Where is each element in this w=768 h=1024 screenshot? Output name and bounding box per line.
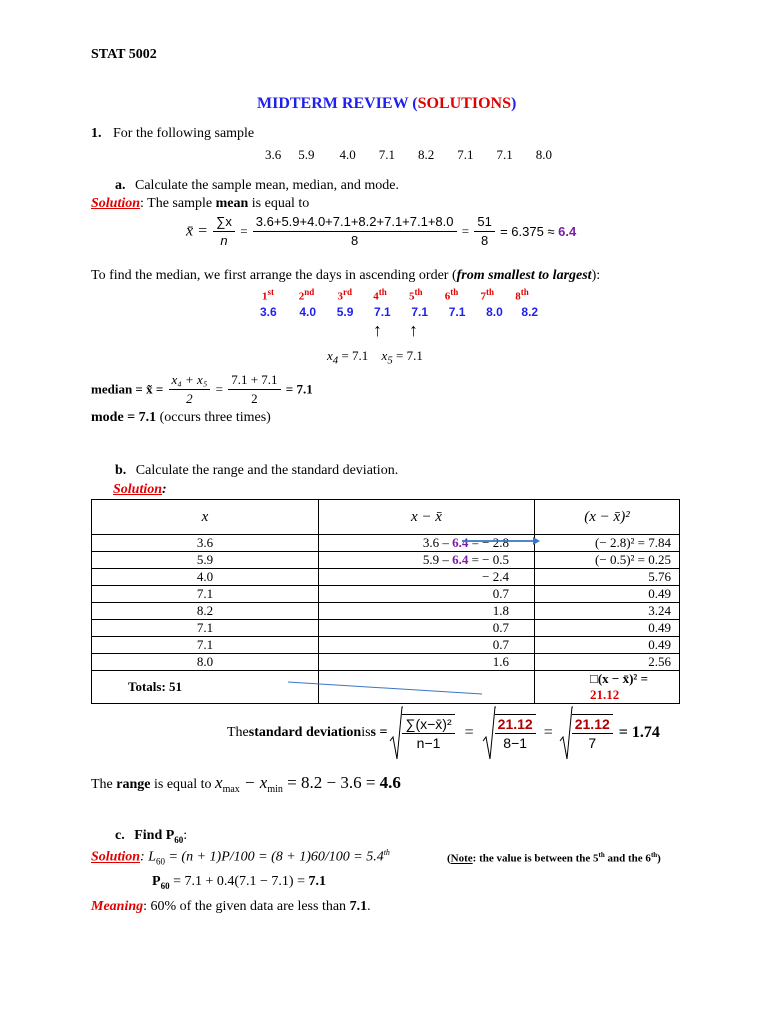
sd-text-c: is [361,725,371,740]
cell-squared: 3.24 [535,603,680,620]
sorted-value: 4.0 [299,305,317,319]
part-a-label: a. [115,178,126,193]
P60-line [152,874,326,891]
ordinal: 3rd [337,287,352,303]
mean-frac-den: 8 [480,233,489,248]
L-rest: = (n + 1)P/100 = (8 + 1)60/100 = 5.4 [164,849,384,865]
sample-value: 7.1 [378,147,395,162]
cell-deviation: 5.9 – 6.4 = − 0.5 [319,552,535,569]
mean-result: = 6.375 ≈ [500,224,559,239]
cell-squared: 0.49 [535,637,680,654]
part-c-text: Find $P_{60}$ [134,828,184,845]
cell-x: 8.0 [92,654,319,671]
solution-colon: : [162,482,167,497]
cell-x: 3.6 [92,535,319,552]
range-text-a: The [91,777,117,792]
ordinal: 8th [515,287,529,303]
sd-num2: 21.12 [495,715,536,734]
note-word: Note [450,852,473,865]
sqrt-sign [389,705,403,761]
cell-deviation: 0.7 [319,620,535,637]
part-c-solution [91,848,390,866]
x-bar-symbol: x̄ = [186,222,208,240]
ordinal: 6th [444,287,459,303]
equals: = [543,724,553,741]
totals-sum: □(x − x̄)² = 21.12 [535,671,680,704]
mean-def-den: n [220,233,228,248]
P-label: P [152,874,161,889]
meaning-end: . [367,899,371,914]
mode-label: mode = 7.1 [91,410,157,425]
cell-squared: 5.76 [535,569,680,586]
course-code: STAT 5002 [91,47,157,62]
ordinal: 7th [480,287,495,303]
median-intro-a: To find the median, we first arrange the days in ascending order ( [91,268,457,283]
mean-expr-num: 3.6+5.9+4.0+7.1+8.2+7.1+7.1+8.0 [253,213,457,232]
median-label: median = x̃ = [91,381,164,397]
header-squared: (x − x̄)² [535,500,680,535]
sample-value: 7.1 [496,147,513,162]
meaning-line [91,899,371,915]
sample-value: 8.0 [535,147,552,162]
solution-label: Solution [91,196,141,211]
sqrt-sign [482,705,496,761]
meaning-label: Meaning [91,899,144,914]
sample-value: 8.2 [418,147,435,162]
median-result: = 7.1 [285,381,313,397]
solution-label: Solution [113,482,163,497]
range-line [91,773,401,795]
cell-x: 7.1 [92,637,319,654]
ordinal: 2nd [298,287,315,303]
sqrt-sign [559,705,573,761]
sorted-value: 7.1 [411,305,429,319]
sorted-value: 5.9 [336,305,354,319]
median-frac2-den: 2 [251,391,258,406]
sd-text-a: The [227,725,249,740]
totals-diagonal-line [288,682,482,694]
x5-symbol: $x_5$ [381,348,393,367]
sample-value: 7.1 [457,147,474,162]
title-solutions: SOLUTIONS [417,95,511,112]
median-arrow-right: ↑ [409,320,418,340]
sd-text-b: standard deviation [248,725,362,740]
sd-den2: 8−1 [503,735,528,751]
sample-value: 5.9 [298,147,315,162]
mode-note: (occurs three times) [156,410,271,425]
median-frac1-den: 2 [186,391,193,406]
cell-squared: (− 0.5)² = 0.25 [535,552,680,569]
cell-x: 7.1 [92,586,319,603]
ordinal: 1st [262,287,274,303]
mean-def-num: ∑x [213,213,235,232]
range-mid: − x [239,773,268,792]
cell-squared: (− 2.8)² = 7.84 [535,535,680,552]
P-result: 7.1 [308,874,326,889]
equals: = [240,223,248,239]
ordinal: 4th [373,287,387,303]
sorted-value: 8.0 [486,305,503,319]
cell-squared: 0.49 [535,586,680,603]
deviation-arrow-head [533,537,540,545]
solution-label: Solution [91,849,141,865]
sorted-value: 3.6 [260,305,277,319]
median-frac1-num: x₄ + x₅ [169,371,211,390]
sd-fraction-2 [495,714,536,752]
cell-deviation: 0.7 [319,586,535,603]
range-sub-max: max [222,783,240,795]
sd-den1: n−1 [416,735,441,751]
range-result: 4.6 [379,773,401,792]
part-b-label: b. [115,463,127,478]
cell-deviation: 1.8 [319,603,535,620]
sd-num3: 21.12 [572,715,613,734]
part-c-heading [115,828,187,845]
cell-deviation: 1.6 [319,654,535,671]
cell-deviation: 3.6 – 6.4 = − 2.8 [319,535,535,552]
median-intro-c: ): [591,268,601,283]
sd-fraction-3 [572,714,613,752]
totals-label: Totals: 51 [92,671,319,704]
sorted-value: 8.2 [521,305,539,319]
solution-rest: is equal to [248,196,310,211]
equals: = [464,724,474,741]
sorted-value: 7.1 [374,305,391,319]
meaning-value: 7.1 [349,899,368,914]
range-calc: = 8.2 − 3.6 = [282,773,380,792]
header-deviation: x − x̄ [319,500,535,535]
sd-num1: ∑(x−x̄)² [402,715,454,734]
median-intro-b: from smallest to largest [456,268,592,283]
range-sub-min: min [267,783,283,795]
part-b-text: Calculate the range and the standard deviation. [135,463,399,478]
ordinal: 5th [409,287,423,303]
equals: = [215,381,223,397]
cell-squared: 2.56 [535,654,680,671]
cell-x: 4.0 [92,569,319,586]
cell-squared: 0.49 [535,620,680,637]
sd-formula [227,705,660,761]
header-x: x [92,500,319,535]
title-main: MIDTERM REVIEW ( [257,95,418,112]
L-sup: th [383,848,390,857]
meaning-text: : 60% of the given data are less than [143,899,350,914]
solution-intro: : The sample [140,196,216,211]
equals: = [461,223,470,239]
L-sub: 60 [155,856,165,867]
sample-value: 4.0 [339,147,356,162]
x5-value: = 7.1 [396,348,423,363]
x4-value: = 7.1 [341,348,369,363]
mean-expr-den: 8 [351,233,359,248]
range-x: x [215,773,223,792]
range-text-c: is equal to [150,777,216,792]
sd-den3: 7 [588,735,597,751]
cell-x: 7.1 [92,620,319,637]
sd-fraction-1 [402,714,454,752]
P-expr: = 7.1 + 0.4(7.1 − 7.1) = [169,874,309,889]
cell-deviation: 0.7 [319,637,535,654]
median-arrow-left: ↑ [373,320,382,340]
cell-deviation: − 2.4 [319,569,535,586]
sorted-value: 7.1 [448,305,466,319]
L-expr: : L [140,849,156,865]
P-sub: 60 [160,880,170,891]
mean-rounded: 6.4 [558,224,577,239]
part-a-text: Calculate the sample mean, median, and mode. [135,178,399,193]
question-text: For the following sample [113,126,255,141]
median-frac2-num: 7.1 + 7.1 [228,371,280,390]
mean-word: mean [215,196,249,211]
part-c-colon: : [183,828,188,843]
title-close: ) [510,95,517,112]
mean-frac-num: 51 [474,213,494,232]
sd-result: = 1.74 [618,724,660,741]
sample-value: 3.6 [265,147,282,162]
cell-x: 5.9 [92,552,319,569]
x4-symbol: $x_4$ [327,348,339,367]
range-text-b: range [116,777,151,792]
cell-x: 8.2 [92,603,319,620]
note: (Note: the value is between the 5th and the 6th) [447,851,661,865]
part-c-label: c. [115,828,125,843]
question-number: 1. [91,126,102,141]
sd-s: s = [370,725,388,740]
